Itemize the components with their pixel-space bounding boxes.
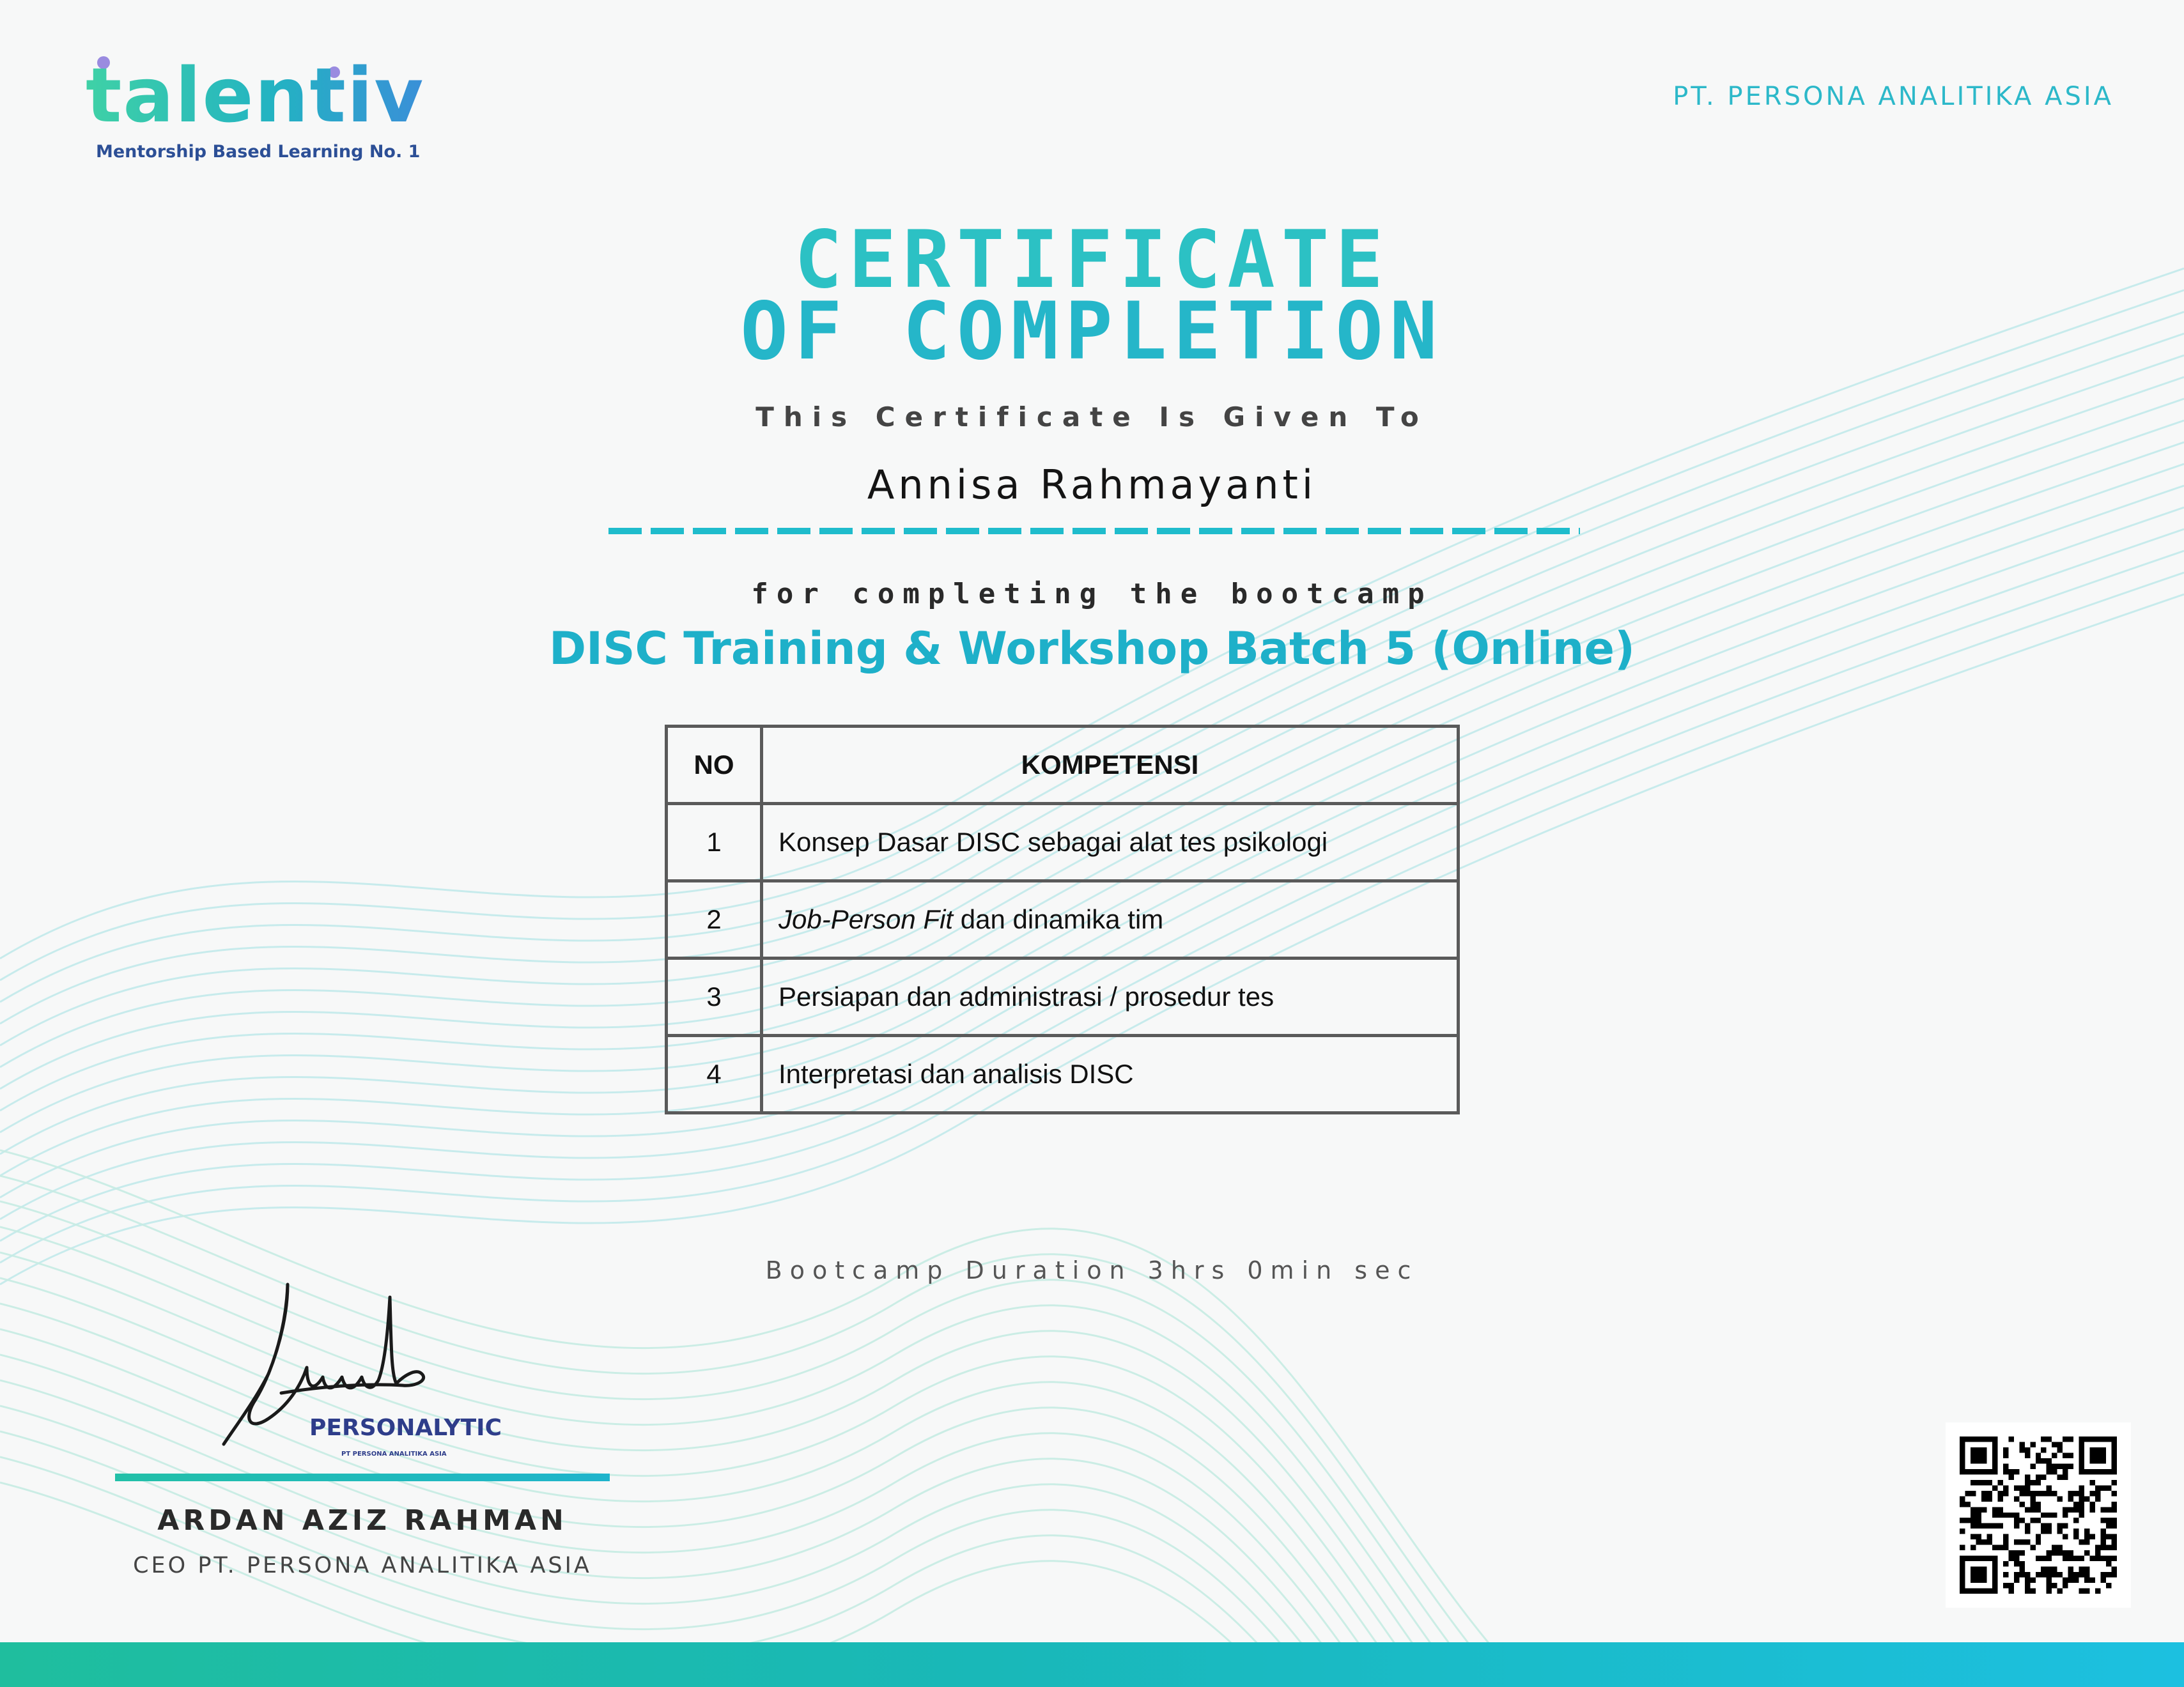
row-number: 2 — [667, 881, 762, 959]
table-row — [667, 1036, 1459, 1113]
row-competency — [762, 881, 1459, 959]
logo-tagline: Mentorship Based Learning No. 1 — [96, 142, 421, 162]
bootcamp-duration: Bootcamp Duration 3hrs 0min sec — [765, 1256, 1419, 1284]
name-underline — [608, 528, 1580, 534]
signature-line — [115, 1474, 610, 1481]
signer-title: CEO PT. PERSONA ANALITIKA ASIA — [133, 1553, 592, 1578]
recipient-name: Annisa Rahmayanti — [867, 461, 1317, 508]
row-competency-rest: dan dinamika tim — [953, 904, 1164, 934]
issuer-company: PT. PERSONA ANALITIKA ASIA — [1673, 82, 2114, 111]
row-number: 4 — [667, 1036, 762, 1113]
talentiv-logo — [82, 51, 425, 173]
table-row — [667, 804, 1459, 881]
row-competency: Interpretasi dan analisis DISC — [762, 1036, 1459, 1113]
header-no: NO — [667, 727, 762, 804]
row-number: 1 — [667, 804, 762, 881]
given-to-label: This Certificate Is Given To — [755, 401, 1429, 433]
row-number: 3 — [667, 959, 762, 1036]
bootcamp-name: DISC Training & Workshop Batch 5 (Online) — [548, 622, 1636, 675]
completion-label: for completing the bootcamp — [751, 578, 1433, 610]
personalytic-stamp-sub: PT PERSONA ANALITIKA ASIA — [341, 1451, 447, 1458]
table-header-row — [667, 727, 1459, 804]
table-row — [667, 959, 1459, 1036]
table-row — [667, 881, 1459, 959]
row-competency-italic: Job-Person Fit — [778, 904, 954, 934]
bottom-accent-bar — [0, 1642, 2184, 1687]
certificate-title-line1: CERTIFICATE — [794, 214, 1390, 306]
row-competency: Konsep Dasar DISC sebagai alat tes psikologi — [762, 804, 1459, 881]
qr-code-icon — [1960, 1437, 2117, 1594]
header-competency: KOMPETENSI — [762, 727, 1459, 804]
competency-table — [665, 725, 1460, 1114]
certificate-title-line2: OF COMPLETION — [740, 286, 1444, 378]
logo-wordmark: talentiv — [86, 51, 425, 139]
qr-code-box — [1946, 1422, 2131, 1608]
row-competency: Persiapan dan administrasi / prosedur tes — [762, 959, 1459, 1036]
signer-name: ARDAN AZIZ RAHMAN — [157, 1504, 568, 1537]
personalytic-stamp: PERSONALYTIC — [309, 1415, 502, 1441]
